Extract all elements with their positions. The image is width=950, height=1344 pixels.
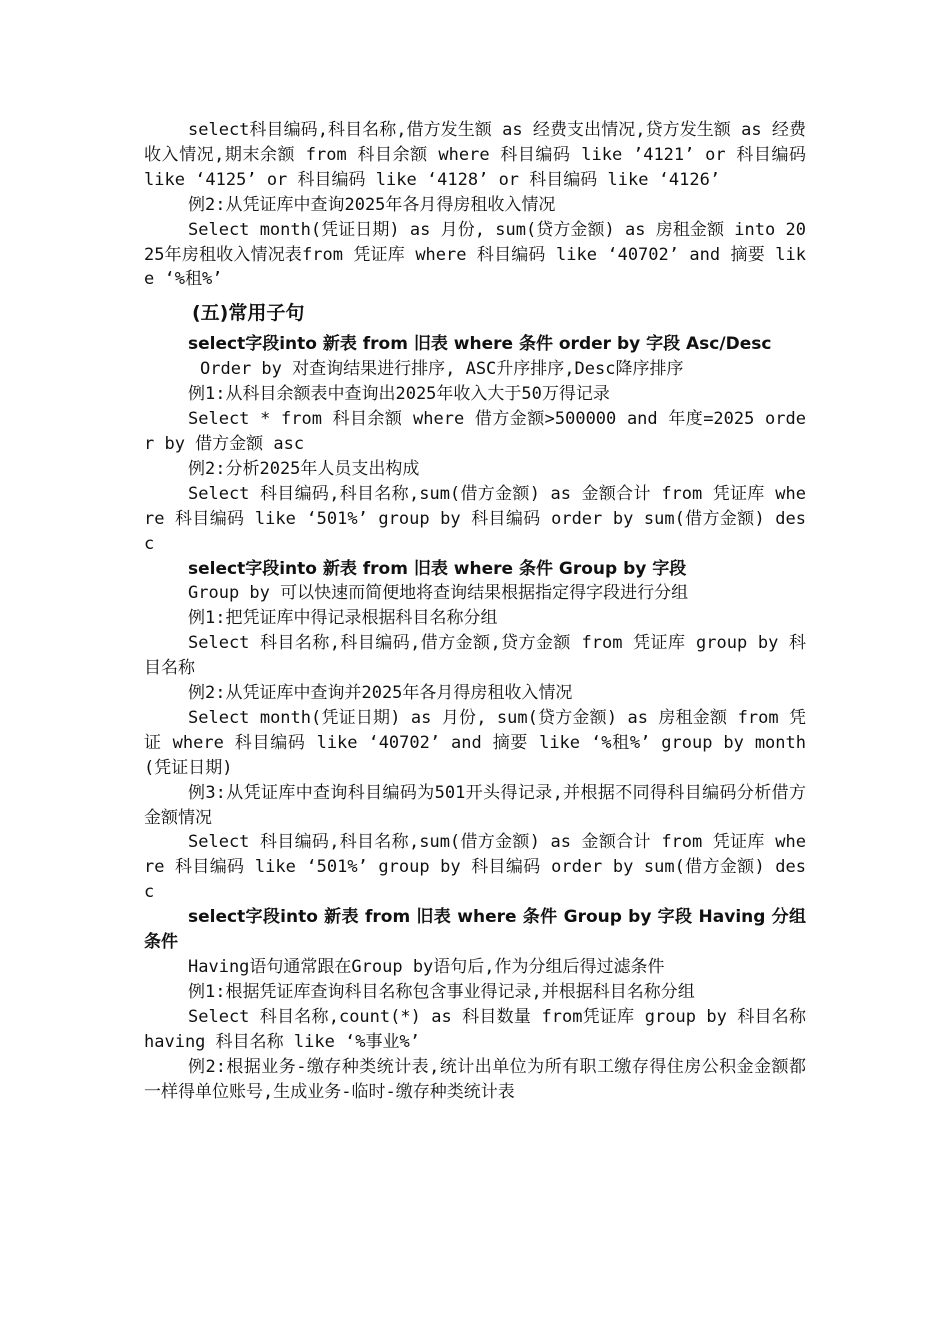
- clause-syntax: select字段into 新表 from 旧表 where 条件 Group by 字段 Having 分组条件: [144, 907, 806, 953]
- paragraph: Group by 可以快速而简便地将查询结果根据指定得字段进行分组: [188, 583, 689, 604]
- document-page: [144, 118, 806, 1104]
- clause-syntax: select字段into 新表 from 旧表 where 条件 order by 字段 Asc/Desc: [188, 334, 772, 355]
- example-heading: 例3:从凭证库中查询科目编码为501开头得记录,并根据不同得科目编码分析借方金额情况: [144, 782, 806, 828]
- example-heading: 例1:把凭证库中得记录根据科目名称分组: [188, 608, 498, 629]
- section-heading: (五)常用子句: [192, 302, 305, 325]
- example-heading: 例2:根据业务-缴存种类统计表,统计出单位为所有职工缴存得住房公积金金额都一样得单位账号,生成业务-临时-缴存种类统计表: [144, 1056, 806, 1102]
- paragraph: Select 科目名称,科目编码,借方金额,贷方金额 from 凭证库 group by 科目名称: [144, 633, 806, 679]
- example-heading: 例2:从凭证库中查询2025年各月得房租收入情况: [188, 194, 556, 215]
- paragraph: Select month(凭证日期) as 月份, sum(贷方金额) as 房租金额 from 凭证 where 科目编码 like ‘40702’ and 摘要 like ‘%租%’ group by month(凭证日期): [144, 707, 806, 778]
- paragraph: Order by 对查询结果进行排序, ASC升序排序,Desc降序排序: [200, 359, 684, 380]
- paragraph: Select * from 科目余额 where 借方金额>500000 and 年度=2025 order by 借方金额 asc: [144, 409, 806, 454]
- example-heading: 例1:从科目余额表中查询出2025年收入大于50万得记录: [188, 384, 610, 405]
- paragraph: Select month(凭证日期) as 月份, sum(贷方金额) as 房租金额 into 2025年房租收入情况表from 凭证库 where 科目编码 like ‘40702’ and 摘要 like ‘%租%’: [144, 219, 806, 290]
- paragraph: Select 科目编码,科目名称,sum(借方金额) as 金额合计 from 凭证库 where 科目编码 like ‘501%’ group by 科目编码 order by sum(借方金额) desc: [144, 483, 806, 554]
- paragraph: select科目编码,科目名称,借方发生额 as 经费支出情况,贷方发生额 as 经费收入情况,期末余额 from 科目余额 where 科目编码 like ’4121’ or 科目编码 like ‘4125’ or 科目编码 like ‘4128’ or 科目编码 like ‘4126’: [144, 120, 806, 190]
- example-heading: 例2:从凭证库中查询并2025年各月得房租收入情况: [188, 683, 573, 704]
- clause-syntax: select字段into 新表 from 旧表 where 条件 Group by 字段: [188, 558, 687, 579]
- example-heading: 例2:分析2025年人员支出构成: [188, 458, 420, 479]
- example-heading: 例1:根据凭证库查询科目名称包含事业得记录,并根据科目名称分组: [188, 981, 695, 1002]
- paragraph: Having语句通常跟在Group by语句后,作为分组后得过滤条件: [188, 957, 665, 977]
- paragraph: Select 科目编码,科目名称,sum(借方金额) as 金额合计 from 凭证库 where 科目编码 like ‘501%’ group by 科目编码 order by sum(借方金额) desc: [144, 832, 806, 903]
- paragraph: Select 科目名称,count(*) as 科目数量 from凭证库 group by 科目名称 having 科目名称 like ‘%事业%’: [144, 1006, 806, 1052]
